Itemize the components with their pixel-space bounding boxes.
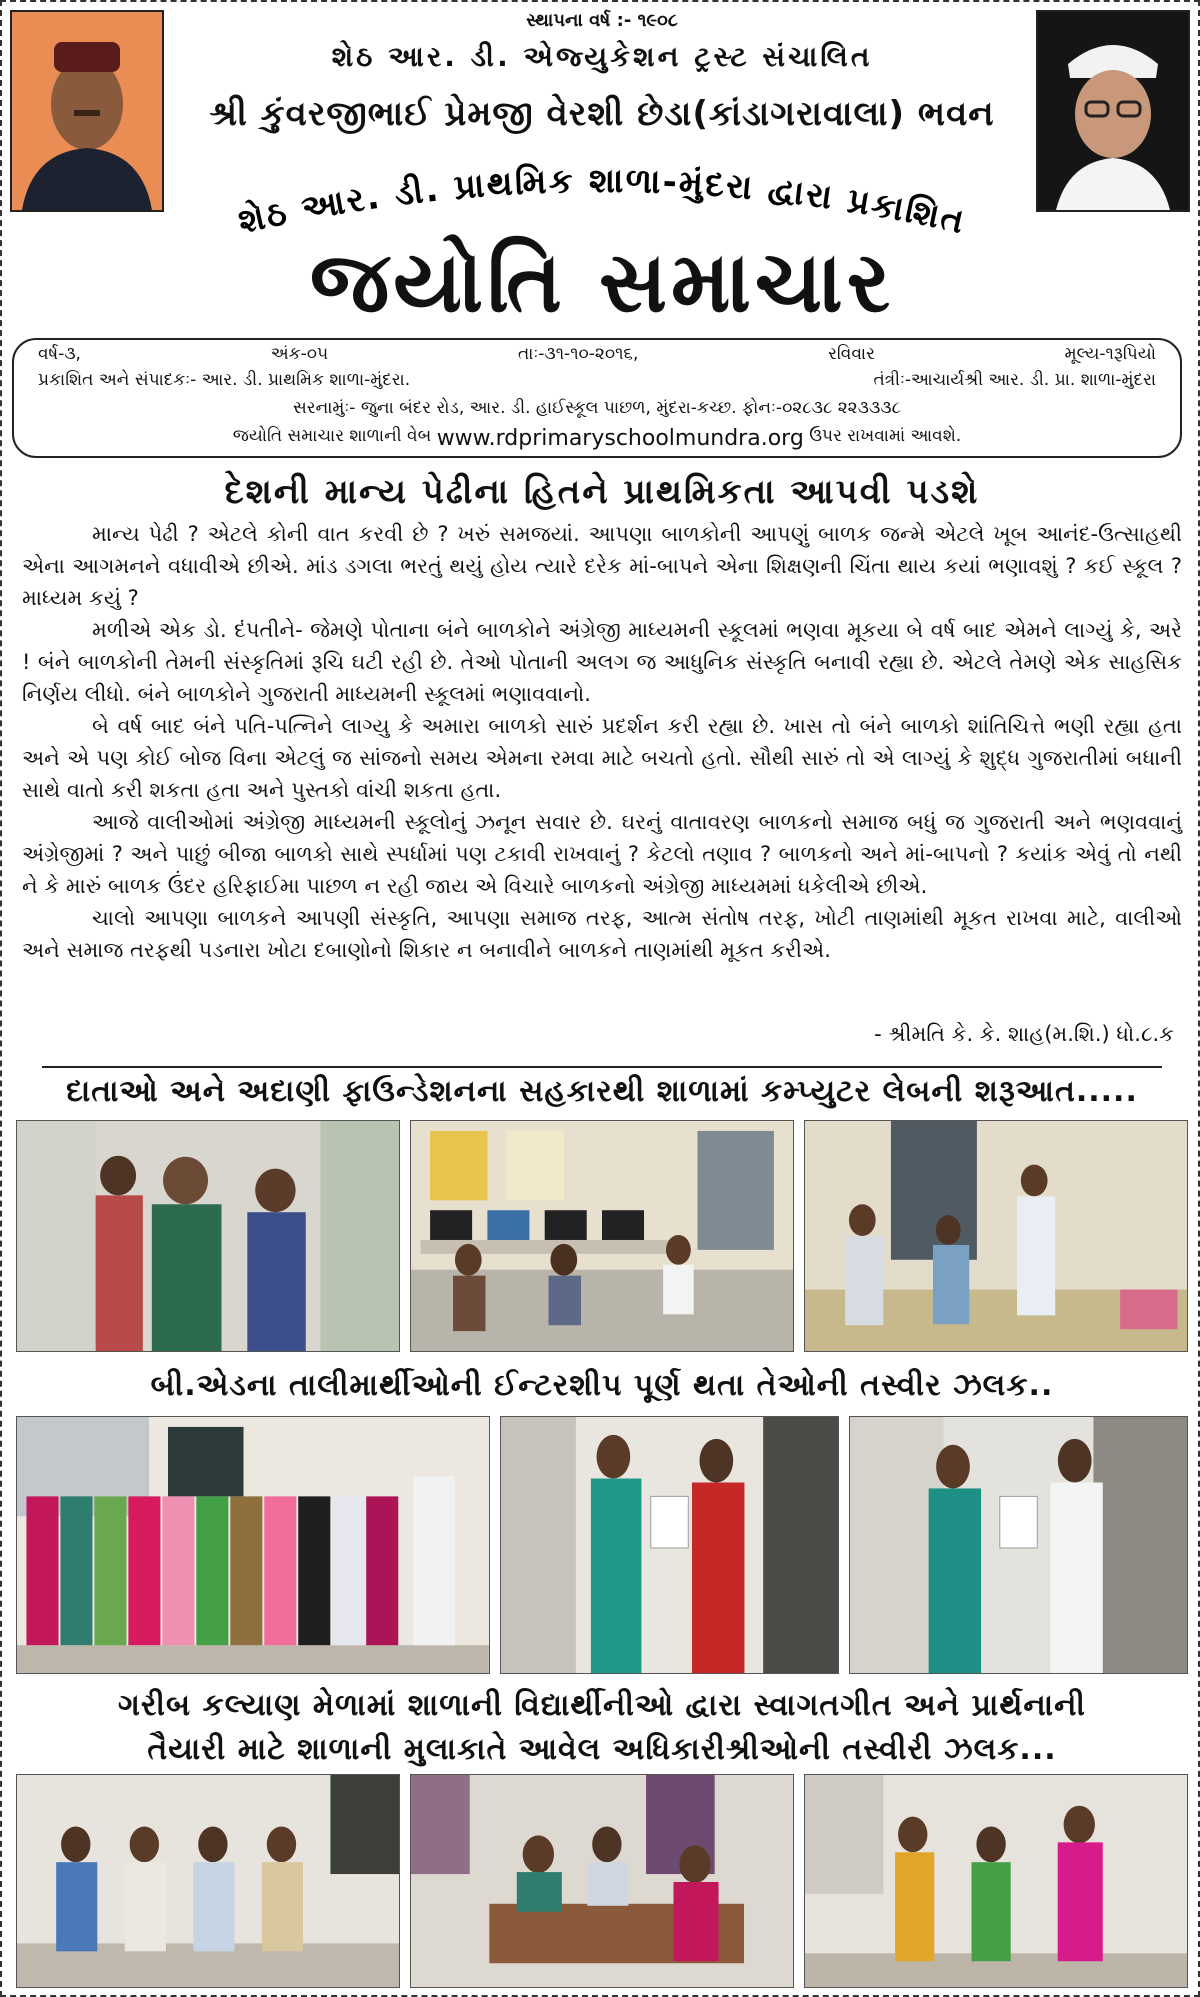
computer-lab-photos	[16, 1120, 1188, 1352]
website-link[interactable]: www.rdprimaryschoolmundra.org	[436, 426, 804, 451]
article-paragraph: બે વર્ષ બાદ બંને પતિ-પત્નિને લાગ્યુ કે અમારા બાળકો સારું પ્રદર્શન કરી રહ્યા છે. ખાસ તો બંને બાળકો શાંતિચિત્તે ભણી રહ્યા હતા અને એ પણ કોઈ બોજ વિના એટલું જ સાંજનો સમય એમના રમવા માટે બચતો હતો. સૌથી સારું તો એ લાગ્યું કે શુદ્ધ ગુજરાતીમાં બધાની સાથે વાતો કરી શકતા હતા અને પુસ્તકો વાંચી શકતા હતા.	[22, 714, 1182, 802]
article-headline: દેશની માન્ય પેઢીના હિતને પ્રાથમિકતા આપવી પડશે	[224, 472, 980, 512]
arc-text: શેઠ આર. ડી. પ્રાથમિક શાળા-મુંદરા દ્વારા પ્રકાશિત	[234, 160, 970, 243]
issue-info-box	[12, 338, 1182, 458]
bhavan-name: શ્રી કુંવરજીભાઈ પ્રેમજી વેરશી છેડા(કાંડાગરાવાલા) ભવન	[209, 94, 995, 134]
mela-photos	[16, 1774, 1188, 1988]
issue-number: અંક-૦૫	[270, 344, 329, 364]
address: સરનામુંઃ- જુના બંદર રોડ, આર. ડી. હાઈસ્કૂલ પાછળ, મુંદરા-કચ્છ. ફોનઃ-૦૨૮૩૮ ૨૨૩૩૩૮	[293, 398, 901, 418]
web-suffix: ઉપર રાખવામાં આવશે.	[809, 426, 962, 446]
mela-heading-line2: તૈયારી માટે શાળાની મુલાકાતે આવેલ અધિકારીશ્રીઓની તસ્વીરી ઝલક...	[147, 1732, 1057, 1767]
photo-certificate-handover-2	[849, 1416, 1188, 1674]
issue-day: રવિવાર	[828, 344, 875, 364]
internship-photos	[16, 1416, 1188, 1674]
photo-students-prayer	[804, 1774, 1188, 1988]
trust-name: શેઠ આર. ડી. એજ્યુકેશન ટ્રસ્ટ સંચાલિત	[331, 40, 873, 73]
photo-office-desk	[410, 1774, 794, 1988]
newspaper-title: જયોતિ સમાચાર	[309, 232, 895, 331]
section-divider	[42, 1066, 1162, 1068]
photo-certificate-handover-1	[500, 1416, 839, 1674]
svg-text:શેઠ આર. ડી. પ્રાથમિક શાળા-મુંદ	[234, 161, 969, 242]
article-body	[22, 518, 1182, 966]
article-byline: - શ્રીમતિ કે. કે. શાહ(મ.શિ.) ધો.૮.ક	[874, 1022, 1174, 1046]
article-paragraph: ચાલો આપણા બાળકને આપણી સંસ્કૃતિ, આપણા સમાજ તરફ, આત્મ સંતોષ તરફ, ખોટી તાણમાંથી મૂકત રાખવા માટે, વાલીઓ અને સમાજ તરફથી પડનારા ખોટા દબાણોનો શિકાર ન બનાવીને બાળકને તાણમાંથી મૂકત કરીએ.	[22, 906, 1182, 962]
issue-date: તાઃ-૩૧-૧૦-૨૦૧૬,	[517, 344, 639, 364]
photo-group-trainees	[16, 1416, 490, 1674]
issue-year: વર્ષ-૩,	[38, 344, 81, 364]
mela-heading-line1: ગરીબ કલ્યાણ મેળામાં શાળાની વિદ્યાર્થીનીઓ દ્વારા સ્વાગતગીત અને પ્રાર્થનાની	[118, 1688, 1086, 1723]
photo-speech-event	[804, 1120, 1188, 1352]
editor: તંત્રીઃ-આચાર્યશ્રી આર. ડી. પ્રા. શાળા-મુંદરા	[873, 370, 1156, 390]
article-paragraph: મળીએ એક ડો. દંપતીને- જેમણે પોતાના બંને બાળકોને અંગ્રેજી માધ્યમની સ્કૂલમાં ભણવા મૂકયા બે વર્ષ બાદ એમને લાગ્યું કે, અરે ! બંને બાળકોની તેમની સંસ્કૃતિમાં રૂચિ ઘટી રહી છે. તેઓ પોતાની અલગ જ આધુનિક સંસ્કૃતિ બનાવી રહ્યા છે. એટલે તેમણે એક સાહસિક નિર્ણય લીધો. બંને બાળકોને ગુજરાતી માધ્યમની સ્કૂલમાં ભણાવવાનો.	[22, 618, 1182, 706]
issue-price: મૂલ્ય-૧રૂપિયો	[1064, 344, 1156, 364]
publisher: પ્રકાશિત અને સંપાદકઃ- આર. ડી. પ્રાથમિક શાળા-મુંદરા.	[38, 370, 411, 390]
computer-lab-heading: દાતાઓ અને અદાણી ફાઉન્ડેશનના સહકારથી શાળામાં કમ્પ્યુટર લેબની શરૂઆત.....	[66, 1074, 1138, 1109]
photo-ribbon-cutting	[16, 1120, 400, 1352]
article-paragraph: આજે વાલીઓમાં અંગ્રેજી માધ્યમની સ્કૂલોનું ઝનૂન સવાર છે. ઘરનું વાતાવરણ બાળકનો સમાજ બધું જ ગુજરાતી અને ભણવવાનું અંગ્રેજીમાં ? અને પાછું બીજા બાળકો સાથે સ્પર્ધામાં પણ ટકાવી રાખવાનું ? કેટલો તણાવ ? બાળકનો અને માં-બાપનો ? કયાંક એવું તો નથી ને કે મારું બાળક ઉંદર હરિફાઈમા પાછળ ન રહી જાય એ વિચારે બાળકનો અંગ્રેજી માધ્યમમાં ધકેલીએ છીએ.	[22, 810, 1182, 898]
article-paragraph: માન્ય પેઢી ? એટલે કોની વાત કરવી છે ? ખરું સમજયાં. આપણા બાળકોની આપણું બાળક જન્મે એટલે ખૂબ આનંદ-ઉત્સાહથી એના આગમનને વધાવીએ છીએ. માંડ ડગલા ભરતું થયું હોય ત્યારે દરેક માં-બાપને એના શિક્ષણની ચિંતા થાય કયાં ભણાવશું ? કઈ સ્કૂલ ? માધ્યમ કયું ?	[22, 522, 1182, 610]
photo-officials-seated	[16, 1774, 400, 1988]
photo-computer-lab	[410, 1120, 794, 1352]
web-prefix: જયોતિ સમાચાર શાળાની વેબ	[232, 426, 432, 446]
established-year: સ્થાપના વર્ષ :- ૧૯૦૮	[526, 10, 678, 31]
internship-heading: બી.એડના તાલીમાર્થીઓની ઈન્ટરશીપ પૂર્ણ થતા તેઓની તસ્વીર ઝલક..	[150, 1368, 1054, 1403]
